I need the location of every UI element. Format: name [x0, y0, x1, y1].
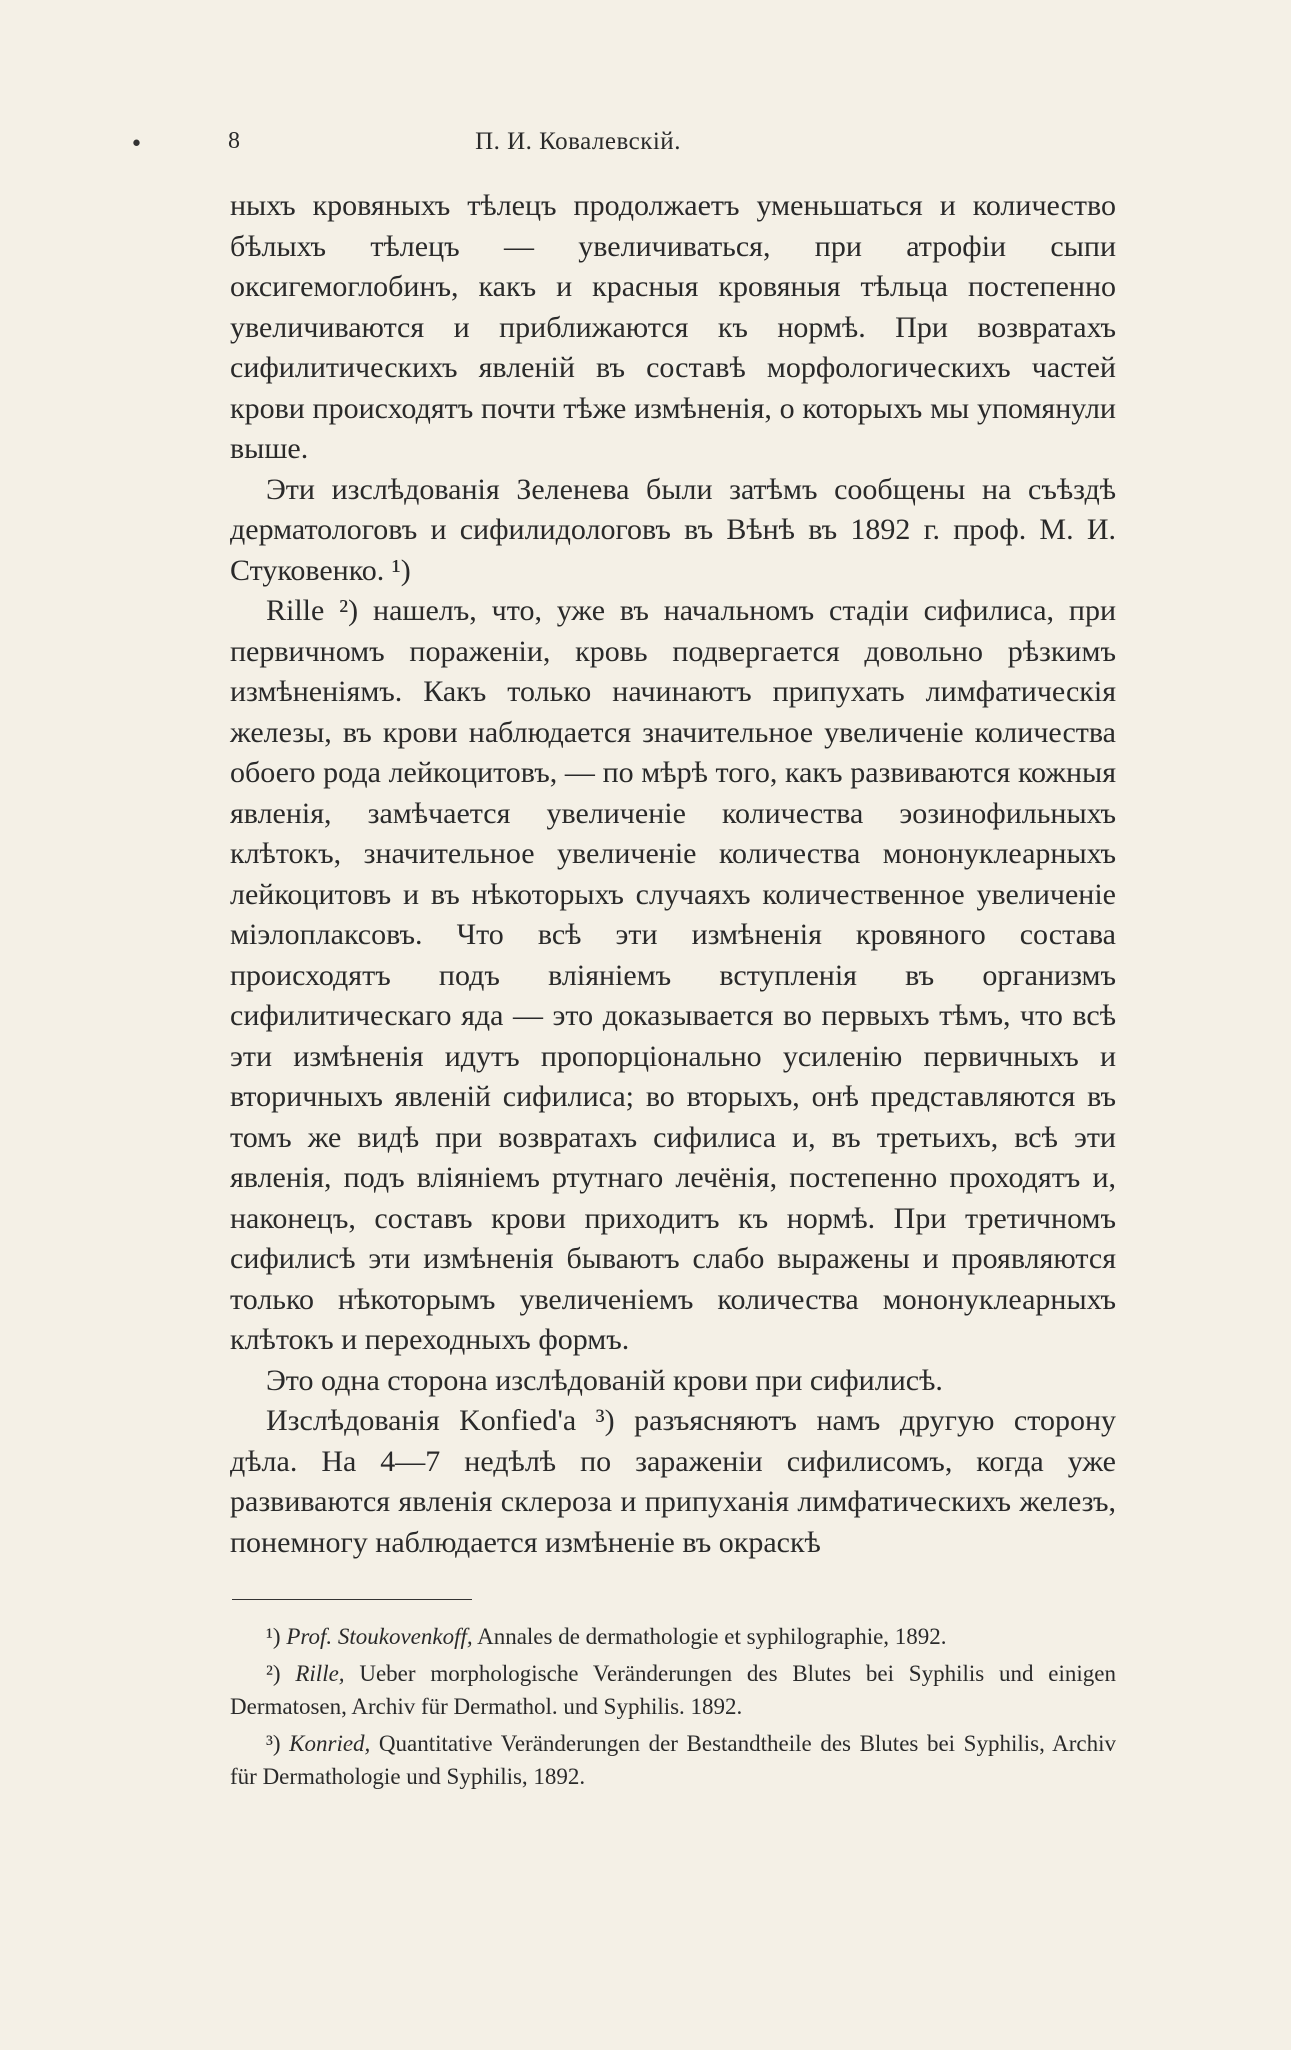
paragraph: Rille ²) нашелъ, что, уже въ начальномъ стадіи сифилиса, при первичномъ пораженіи, кровь подвергается довольно рѣзкимъ измѣненіямъ. Какъ только начинаютъ припухать лимфатическія железы, въ крови наблюдается значительное увеличеніе количества обоего рода лейкоцитовъ, — по мѣрѣ того, какъ развиваются кожныя явленія, замѣчается увеличеніе количества эозинофильныхъ клѣтокъ, значительное увеличеніе количества мононуклеарныхъ лейкоцитовъ и въ нѣкоторыхъ случаяхъ количественное увеличеніе міэлоплаксовъ. Что всѣ эти измѣненія кровяного состава происходятъ подъ вліяніемъ вступленія въ организмъ сифилитическаго яда — это доказывается во первыхъ тѣмъ, что всѣ эти измѣненія идутъ пропорціонально усиленію первичныхъ и вторичныхъ явленій сифилиса; во вторыхъ, онѣ представляются въ томъ же видѣ при возвратахъ сифилиса и, въ третьихъ, всѣ эти явленія, подъ вліяніемъ ртутнаго лечёнія, постепенно проходятъ и, наконецъ, составъ крови приходитъ къ нормѣ. При третичномъ сифилисѣ эти измѣненія бываютъ слабо выражены и проявляются только нѣкоторымъ увеличеніемъ количества мононуклеарныхъ клѣтокъ и переходныхъ формъ. [230, 594, 1116, 1356]
footnote-author: Prof. Stoukovenkoff, [286, 1624, 473, 1649]
footnote-text: Annales de dermathologie et syphilographie, 1892. [472, 1624, 947, 1649]
footnote-divider [232, 1599, 472, 1600]
footnote-author: Konried, [289, 1731, 371, 1756]
footnote-marker: ³) [266, 1731, 281, 1756]
footnote [230, 1657, 1116, 1723]
page-header [226, 128, 802, 168]
paragraph: ныхъ кровяныхъ тѣлецъ продолжаетъ уменьшаться и количество бѣлыхъ тѣлецъ — увеличиваться, при атрофіи сыпи оксигемоглобинъ, какъ и красныя кровяныя тѣльца постепенно увеличиваются и приближаются къ нормѣ. При возвратахъ сифилитическихъ явленій въ составѣ морфологическихъ частей крови происходятъ почти тѣже измѣненія, о которыхъ мы упомянули выше. [230, 189, 1116, 465]
paragraph: Эти изслѣдованія Зеленева были затѣмъ сообщены на съѣздѣ дерматологовъ и сифилидологовъ въ Вѣнѣ въ 1892 г. проф. М. И. Стуковенко. ¹) [230, 472, 1116, 587]
footnote [230, 1727, 1116, 1793]
footnotes [230, 1620, 1116, 1797]
footnote-marker: ¹) [266, 1624, 281, 1649]
footnote [230, 1620, 1116, 1653]
footnote-marker: ²) [266, 1661, 281, 1686]
page-number: 8 [228, 128, 240, 154]
body-text [230, 186, 1116, 1563]
footnote-author: Rille, [295, 1661, 345, 1686]
footnote-text: Ueber morphologische Veränderungen des Blutes bei Syphilis und einigen Dermatosen, Archiv für Dermathol. und Syphilis. 1892. [230, 1661, 1116, 1719]
running-head: П. И. Ковалевскій. [475, 128, 681, 155]
margin-mark: • [130, 132, 143, 157]
paragraph: Это одна сторона изслѣдованій крови при сифилисѣ. [266, 1363, 943, 1397]
footnote-text: Quantitative Veränderungen der Bestandtheile des Blutes bei Syphilis, Archiv für Dermathologie und Syphilis, 1892. [230, 1731, 1117, 1789]
paragraph: Изслѣдованія Konfied'а ³) разъясняютъ намъ другую сторону дѣла. На 4—7 недѣлѣ по зараженіи сифилисомъ, когда уже развиваются явленія склероза и припуханія лимфатическихъ железъ, понемногу наблюдается измѣненіе въ окраскѣ [230, 1404, 1116, 1559]
